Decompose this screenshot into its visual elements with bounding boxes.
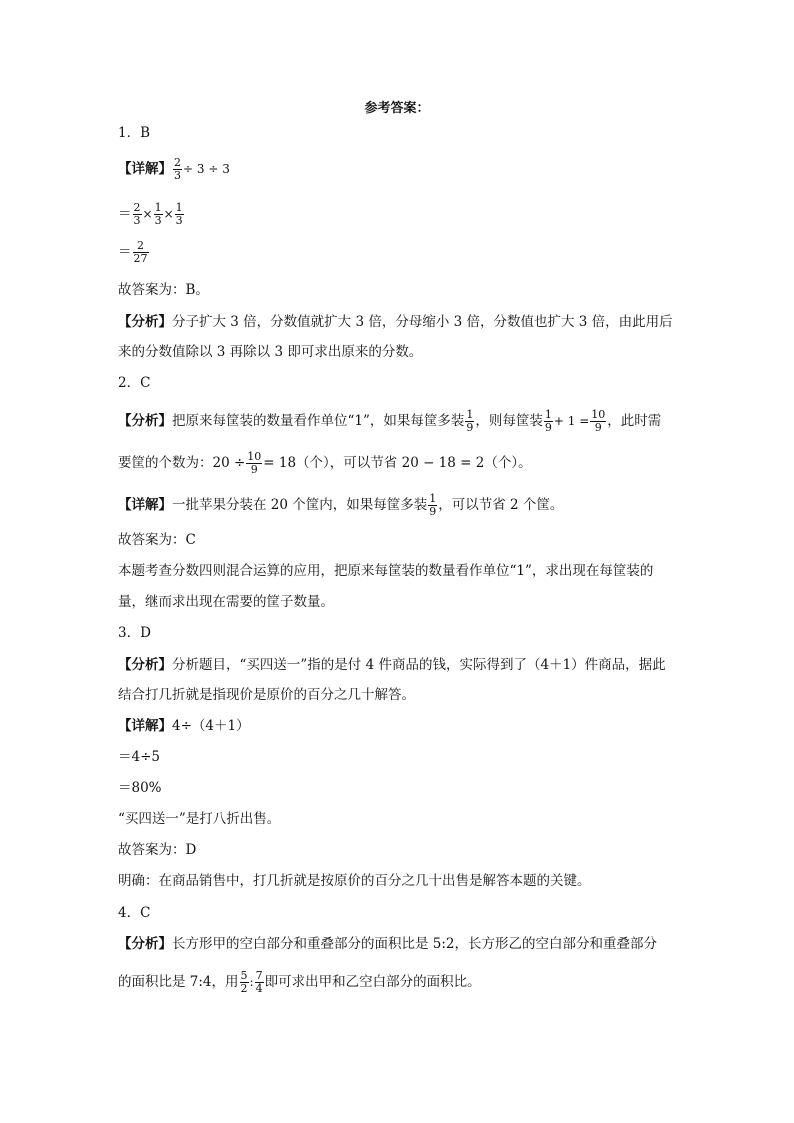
q1-number: 1．B (118, 125, 151, 141)
q3-answer: 故答案为：D (118, 842, 197, 858)
q3-analysis-line1: 【分析】分析题目，“买四送一”指的是付 4 件商品的钱，实际得到了（4＋1）件商品，据此 (118, 657, 666, 673)
q1-expr-rest: ÷ 3 ÷ 3 (183, 162, 230, 176)
q3-detail-line4: “买四送一”是打八折出售。 (118, 811, 281, 827)
q2-note-line1: 本题考查分数四则混合运算的应用，把原来每筐装的数量看作单位“1”，求出现在每筐装的 (118, 563, 654, 579)
q1-fraction: $\frac{2}{3}$ (174, 156, 181, 182)
q4-number: 4．C (118, 905, 151, 921)
q1-detail-tag: 【详解】 (118, 161, 172, 177)
q3-analysis-line2: 结合打几折就是指现价是原价的百分之几十解答。 (118, 687, 415, 703)
q1-detail-line2: ＝ $\frac{2}{3}$ × $\frac{1}{3}$ × $\frac{1}{3}$ (118, 201, 183, 227)
q3-number: 3．D (118, 625, 151, 641)
q1-detail-line1 (118, 157, 230, 182)
q1-answer: 故答案为：B。 (118, 282, 209, 298)
q2-number: 2．C (118, 375, 151, 391)
q2-note-line2: 量，继而求出现在需要的筐子数量。 (118, 594, 334, 610)
q3-detail-line1: 【详解】4÷（4＋1） (118, 718, 250, 734)
q3-note: 明确：在商品销售中，打几折就是按原价的百分之几十出售是解答本题的关键。 (118, 873, 591, 889)
q1-detail-line3: ＝ $\frac{2}{27}$ (118, 239, 148, 265)
q3-detail-line3: ＝80% (118, 780, 162, 796)
q3-detail-line2: ＝4÷5 (118, 749, 160, 765)
q1-analysis-line2: 来的分数值除以 3 再除以 3 即可求出原来的分数。 (118, 344, 423, 360)
q2-detail: 【详解】一批苹果分装在 20 个筐内，如果每筐多装 $\frac{1}{9}$ ，可以节省 2 个筐。 (118, 492, 564, 518)
page-title: 参考答案： (364, 101, 430, 116)
q4-analysis-line2: 的面积比是 7:4，用 $\frac{5}{2}$ : $\frac{7}{4}$ 即可求出甲和乙空白部分的面积比。 (118, 969, 481, 995)
q1-analysis-line1: 【分析】分子扩大 3 倍，分数值就扩大 3 倍，分母缩小 3 倍，分数值也扩大 3 倍，由此用后 (118, 314, 673, 330)
q2-analysis-line1: 【分析】把原来每筐装的数量看作单位“1”，如果每筐多装 $\frac{1}{9}$ ，则每筐装 $\frac{1}{9}$ + 1 = $\frac{10}{9}$ ，此时需 (118, 408, 662, 434)
q2-answer: 故答案为：C (118, 532, 196, 548)
q4-analysis-line1: 【分析】长方形甲的空白部分和重叠部分的面积比是 5:2，长方形乙的空白部分和重叠部分 (118, 936, 658, 952)
q2-analysis-line2: 要筐的个数为：20 ÷ $\frac{10}{9}$ = 18（个），可以节省 20 − 18 = 2（个）。 (118, 450, 532, 476)
